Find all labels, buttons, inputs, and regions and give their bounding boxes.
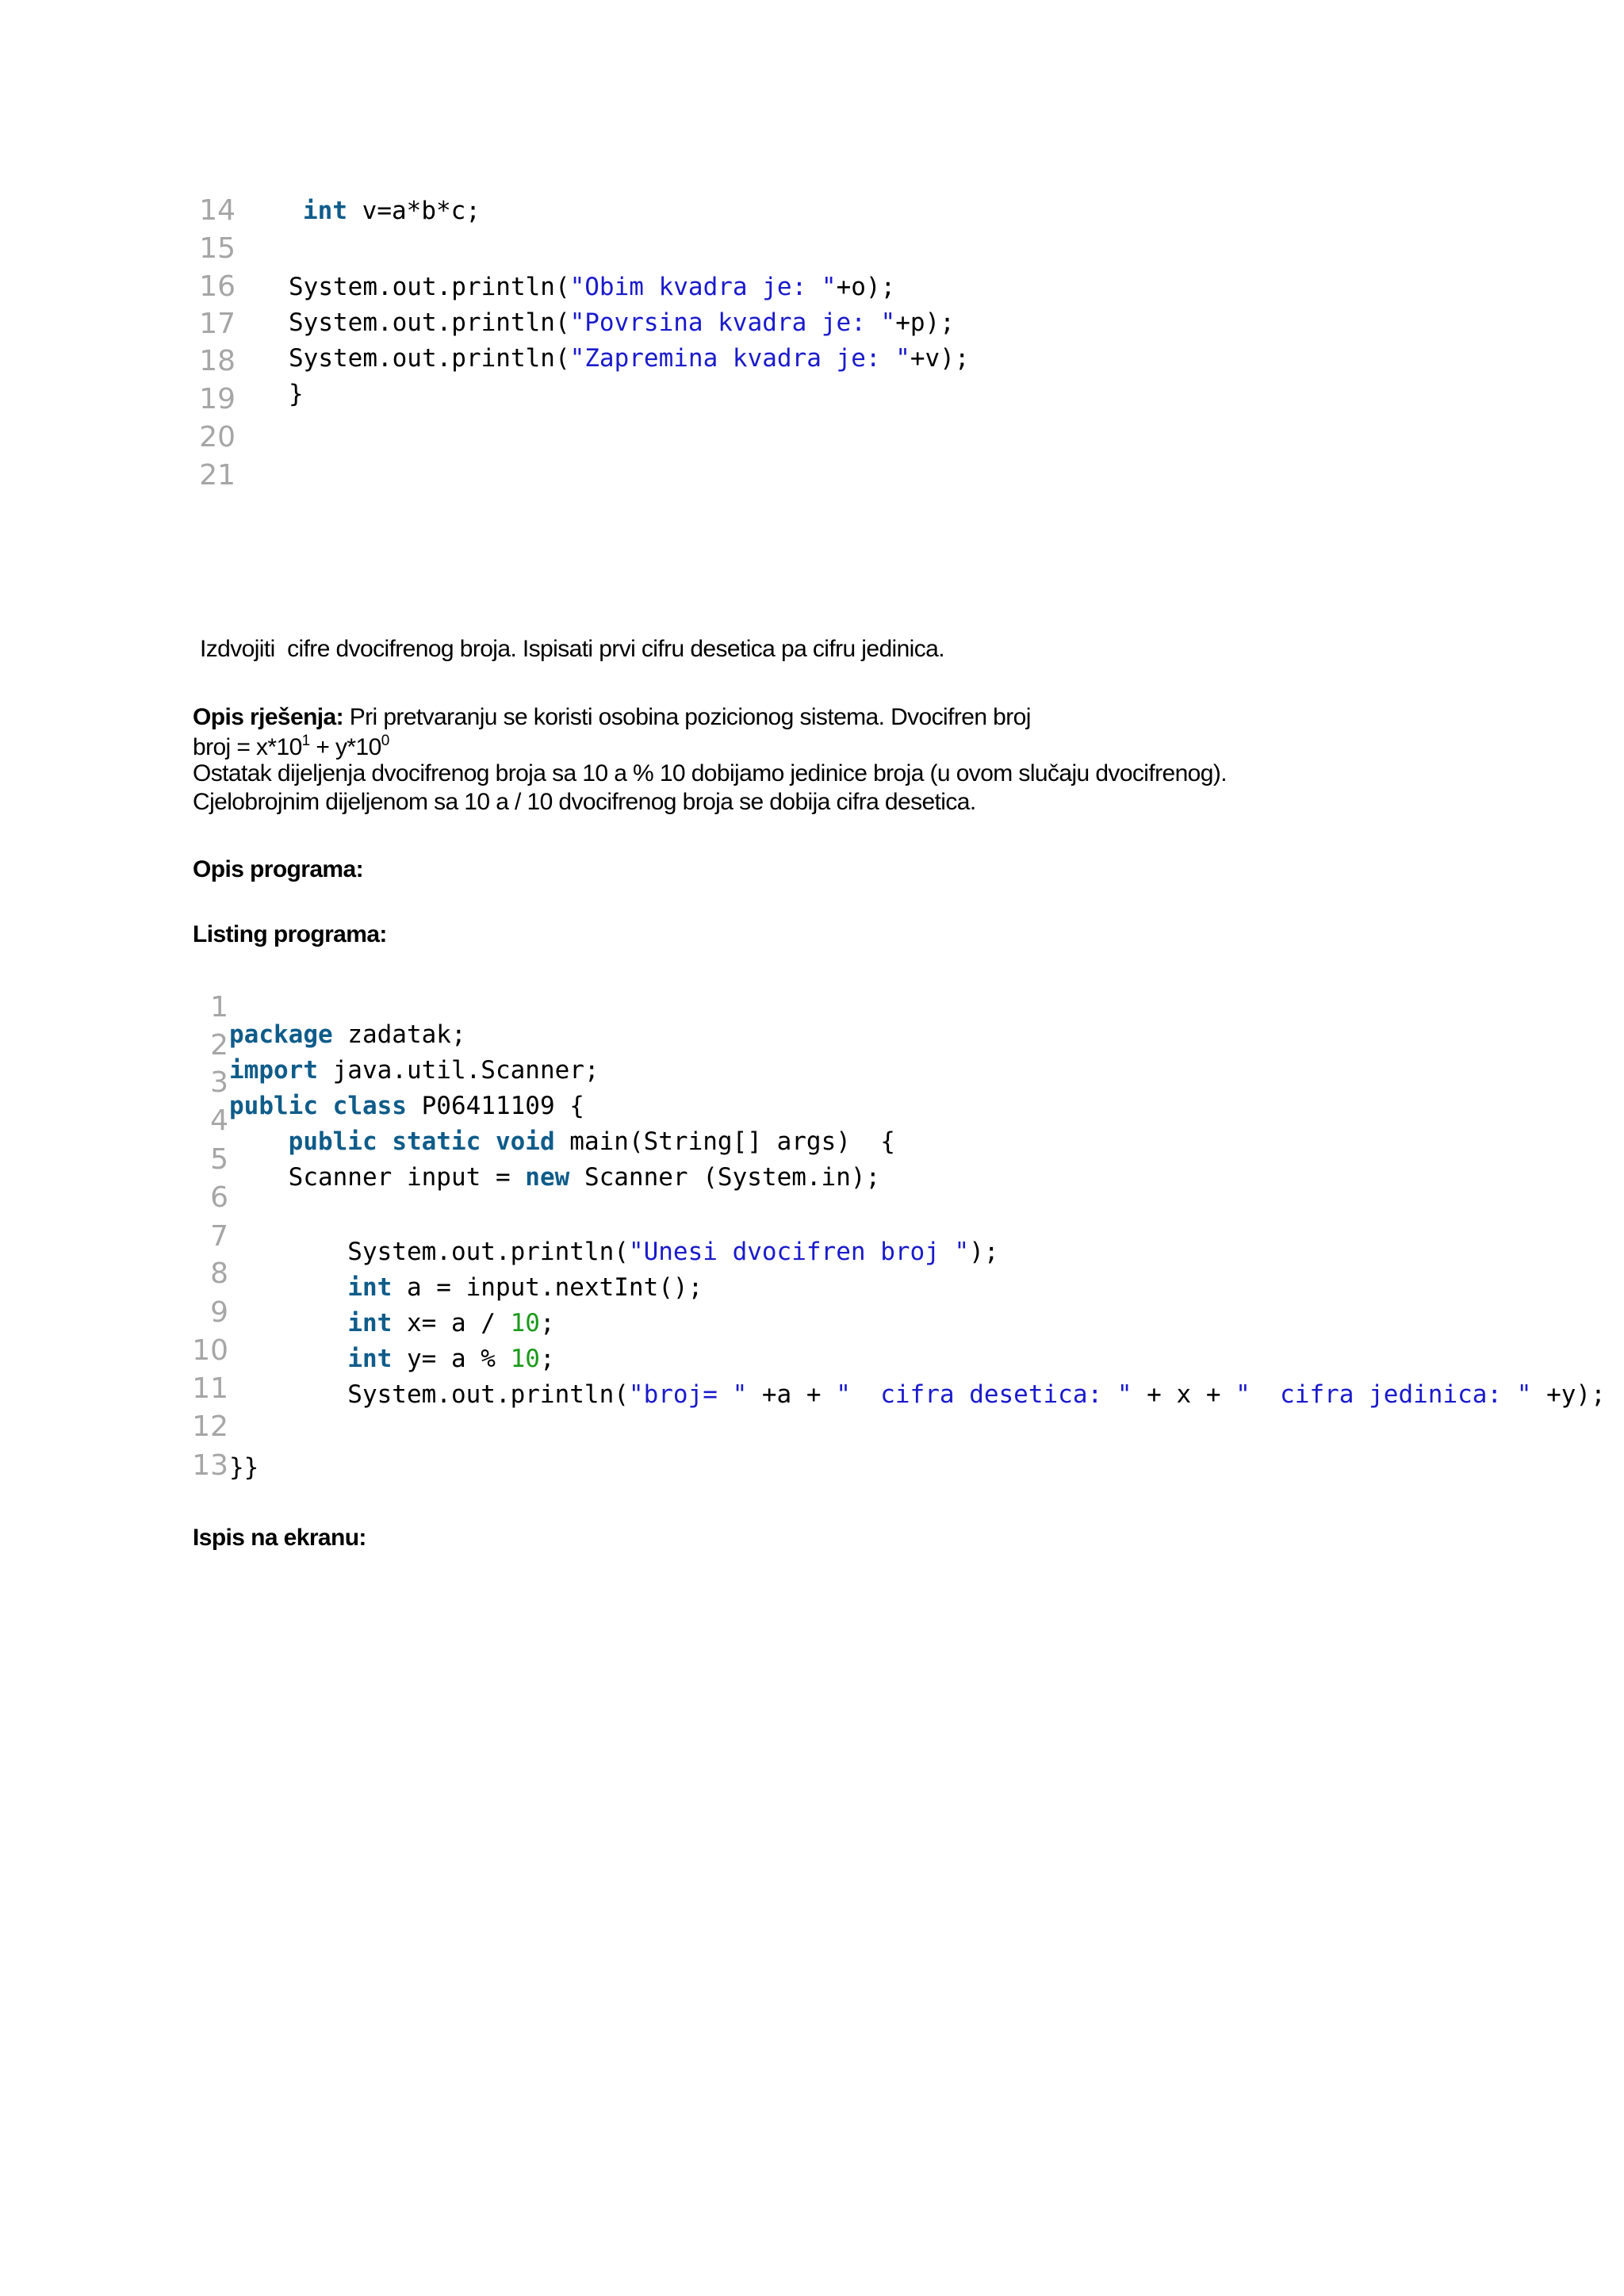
line-number: 16: [199, 270, 236, 303]
line-number: 2: [210, 1029, 228, 1062]
code-line: System.out.println("Obim kvadra je: "+o);: [289, 273, 896, 301]
line-number: 1: [210, 991, 228, 1024]
code-line: int v=a*b*c;: [303, 197, 481, 225]
line-number: 13: [192, 1449, 228, 1482]
code-line: public static void main(String[] args) {: [288, 1127, 895, 1156]
solution-line-4: Cjelobrojnim dijeljenom sa 10 a / 10 dvocifrenog broja se dobija cifra desetica.: [193, 789, 976, 815]
line-number: 5: [210, 1143, 228, 1176]
line-number: 6: [210, 1181, 228, 1214]
code-line: package zadatak;: [229, 1020, 466, 1049]
code-line: int a = input.nextInt();: [347, 1273, 703, 1302]
code-line: int y= a % 10;: [347, 1345, 555, 1373]
line-number: 4: [210, 1104, 228, 1137]
line-number: 20: [199, 421, 236, 453]
code-line: }: [289, 380, 304, 408]
line-number: 17: [199, 308, 236, 340]
line-number: 12: [192, 1410, 228, 1443]
line-number: 10: [192, 1334, 228, 1367]
code-line: System.out.println("Unesi dvocifren broj ");: [229, 1238, 999, 1266]
line-number: 7: [210, 1220, 228, 1253]
line-number: 21: [199, 459, 236, 492]
output-heading: Ispis na ekranu:: [193, 1525, 366, 1551]
line-number: 14: [199, 194, 236, 227]
listing-heading: Listing programa:: [193, 921, 387, 947]
line-number: 9: [210, 1296, 228, 1329]
program-description-heading: Opis programa:: [193, 856, 363, 882]
line-number: 3: [210, 1066, 228, 1099]
code-line: int x= a / 10;: [347, 1309, 555, 1337]
line-number: 8: [210, 1257, 228, 1290]
code-line: System.out.println("broj= " +a + " cifra desetica: " + x + " cifra jedinica: " +y);: [229, 1380, 1606, 1409]
code-line: public class P06411109 {: [229, 1092, 584, 1120]
code-line: System.out.println("Zapremina kvadra je: "+v);: [289, 344, 970, 373]
code-line: import java.util.Scanner;: [229, 1056, 599, 1085]
code-line: System.out.println("Povrsina kvadra je: "+p);: [289, 308, 955, 337]
line-number: 19: [199, 383, 236, 415]
task-statement: Izdvojiti cifre dvocifrenog broja. Ispisati prvi cifru desetica pa cifru jedinica.: [200, 636, 944, 662]
code-line: Scanner input = new Scanner (System.in);: [229, 1163, 881, 1192]
line-number: 15: [199, 232, 236, 265]
line-number: 11: [192, 1372, 228, 1405]
solution-formula: broj = $x*10^1 + y*10^0$: [193, 733, 389, 760]
solution-line-3: Ostatak dijeljenja dvocifrenog broja sa 10 a % 10 dobijamo jedinice broja (u ovom slučaju dvocifrenog).: [193, 760, 1227, 786]
solution-line-1: Opis rješenja: Pri pretvaranju se koristi osobina pozicionog sistema. Dvocifren broj: [193, 704, 1031, 730]
solution-heading: Opis rješenja:: [193, 704, 344, 730]
line-number: 18: [199, 345, 236, 377]
code-line: }}: [229, 1453, 259, 1482]
